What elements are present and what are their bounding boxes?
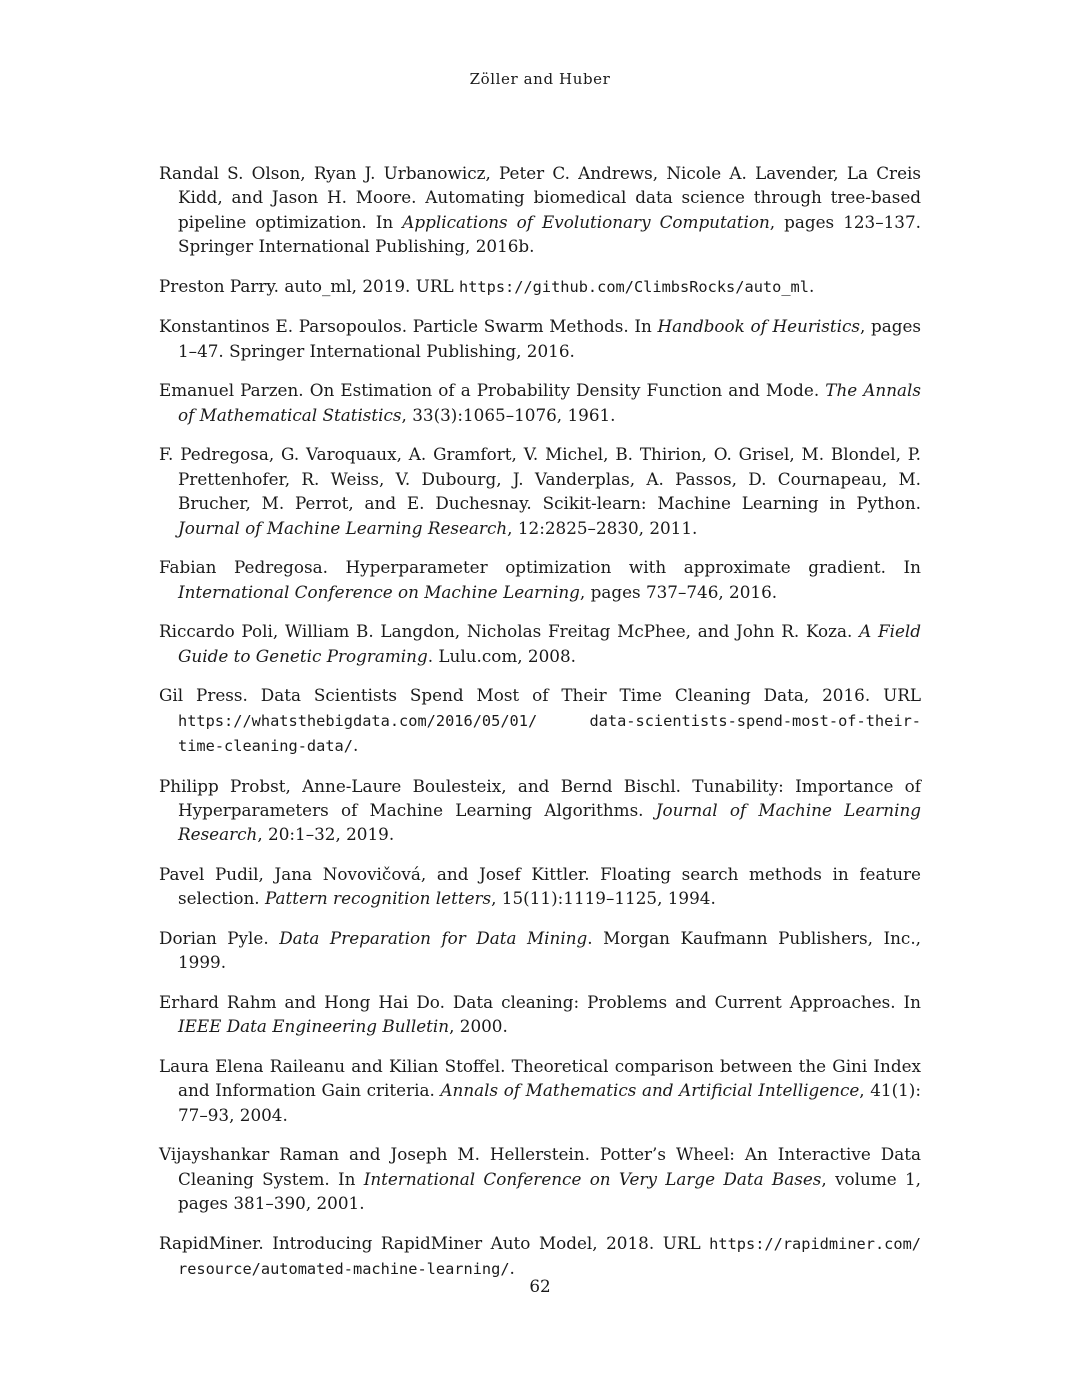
reference-entry xyxy=(159,442,921,540)
reference-entry xyxy=(159,378,921,427)
reference-venue: Handbook of Heuristics xyxy=(657,316,860,337)
reference-entry xyxy=(159,555,921,604)
reference-url[interactable]: https://github.com/ClimbsRocks/auto_ml xyxy=(458,277,809,296)
reference-url[interactable]: https://rapidminer.com/ resource/automated-machine-learning/ xyxy=(178,1234,921,1279)
reference-text: Philipp Probst, Anne-Laure Boulesteix, and Bernd Bischl. Tunability: Importance of Hyperparameters of Machine Learning Algorithms. xyxy=(159,775,921,821)
reference-details: , 12:2825–2830, 2011. xyxy=(507,517,698,538)
reference-text: Fabian Pedregosa. Hyperparameter optimization with approximate gradient. In xyxy=(159,557,921,578)
reference-details: , pages 1–47. Springer International Publishing, 2016. xyxy=(178,316,922,361)
reference-details: , 15(11):1119–1125, 1994. xyxy=(491,888,716,909)
reference-text: Dorian Pyle. xyxy=(159,928,280,949)
reference-entry xyxy=(159,774,921,847)
reference-text: Emanuel Parzen. On Estimation of a Probability Density Function and Mode. xyxy=(159,380,826,401)
reference-entry xyxy=(159,619,921,668)
reference-entry xyxy=(159,1231,921,1282)
reference-entry xyxy=(159,161,921,259)
reference-list xyxy=(159,161,921,1297)
reference-text: Erhard Rahm and Hong Hai Do. Data cleaning: Problems and Current Approaches. In xyxy=(159,992,921,1013)
reference-text: Gil Press. Data Scientists Spend Most of Their Time Cleaning Data, 2016. URL xyxy=(159,685,921,706)
reference-details: . Lulu.com, 2008. xyxy=(427,645,576,666)
reference-venue: Applications of Evolutionary Computation xyxy=(402,211,770,232)
reference-entry xyxy=(159,274,921,299)
reference-text: RapidMiner. Introducing RapidMiner Auto Model, 2018. URL xyxy=(159,1232,710,1253)
reference-details: , 20:1–32, 2019. xyxy=(257,824,395,845)
reference-text: Riccardo Poli, William B. Langdon, Nicholas Freitag McPhee, and John R. Koza. xyxy=(159,621,860,642)
reference-entry xyxy=(159,1054,921,1127)
reference-details: , volume 1, pages 381–390, 2001. xyxy=(178,1168,921,1214)
reference-details: , 2000. xyxy=(449,1016,508,1037)
reference-details: , pages 737–746, 2016. xyxy=(579,581,778,602)
reference-entry xyxy=(159,862,921,911)
reference-venue: Journal of Machine Learning Research xyxy=(178,800,921,845)
reference-text: Laura Elena Raileanu and Kilian Stoffel. Theoretical comparison between the Gini Index and Information Gain criteria. xyxy=(159,1056,921,1101)
reference-venue: Journal of Machine Learning Research xyxy=(178,517,508,538)
reference-venue: The Annals of Mathematical Statistics xyxy=(178,380,921,425)
reference-details: . xyxy=(808,275,815,296)
reference-text: Randal S. Olson, Ryan J. Urbanowicz, Peter C. Andrews, Nicole A. Lavender, La Creis Kidd, and Jason H. Moore. Automating biomedical data science through tree-based pipeline optimization. In xyxy=(159,163,921,232)
reference-text: Pavel Pudil, Jana Novovičová, and Josef Kittler. Floating search methods in feature selection. xyxy=(159,864,921,909)
reference-text: F. Pedregosa, G. Varoquaux, A. Gramfort, V. Michel, B. Thirion, O. Grisel, M. Blondel, P. Prettenhofer, R. Weiss, V. Dubourg, J. Vanderplas, A. Passos, D. Cournapeau, M. Brucher, M. Perrot, and E. Duchesnay. Scikit-learn: Machine Learning in Python. xyxy=(159,444,921,514)
reference-entry xyxy=(159,314,921,363)
reference-venue: A Field Guide to Genetic Programing xyxy=(178,621,921,666)
reference-venue: Pattern recognition letters xyxy=(264,888,492,909)
reference-text: Preston Parry. auto_ml, 2019. URL xyxy=(159,275,459,296)
reference-entry xyxy=(159,926,921,975)
reference-venue: International Conference on Machine Learning xyxy=(178,581,580,602)
running-head: Zöller and Huber xyxy=(469,70,611,88)
reference-entry xyxy=(159,990,921,1039)
reference-details: , 33(3):1065–1076, 1961. xyxy=(401,404,616,425)
reference-venue: IEEE Data Engineering Bulletin xyxy=(178,1016,450,1037)
reference-text: Vijayshankar Raman and Joseph M. Hellerstein. Potter’s Wheel: An Interactive Data Cleaning System. In xyxy=(159,1144,921,1189)
reference-entry xyxy=(159,1142,921,1215)
reference-url[interactable]: https://whatsthebigdata.com/2016/05/01/ data-scientists-spend-most-of-their-time-cleaning-data/ xyxy=(178,711,921,756)
reference-venue: International Conference on Very Large Data Bases xyxy=(363,1168,822,1189)
reference-details: . Morgan Kaufmann Publishers, Inc., 1999. xyxy=(178,928,921,973)
reference-details: , pages 123–137. Springer International Publishing, 2016b. xyxy=(178,211,921,257)
reference-text: Konstantinos E. Parsopoulos. Particle Swarm Methods. In xyxy=(159,316,658,337)
reference-entry xyxy=(159,683,921,758)
reference-venue: Data Preparation for Data Mining xyxy=(279,928,588,949)
page-number: 62 xyxy=(529,1276,551,1296)
reference-details: , 41(1): 77–93, 2004. xyxy=(178,1080,922,1125)
reference-details: . xyxy=(509,1258,515,1279)
reference-venue: Annals of Mathematics and Artificial Intelligence xyxy=(440,1080,860,1101)
reference-details: . xyxy=(352,735,359,756)
